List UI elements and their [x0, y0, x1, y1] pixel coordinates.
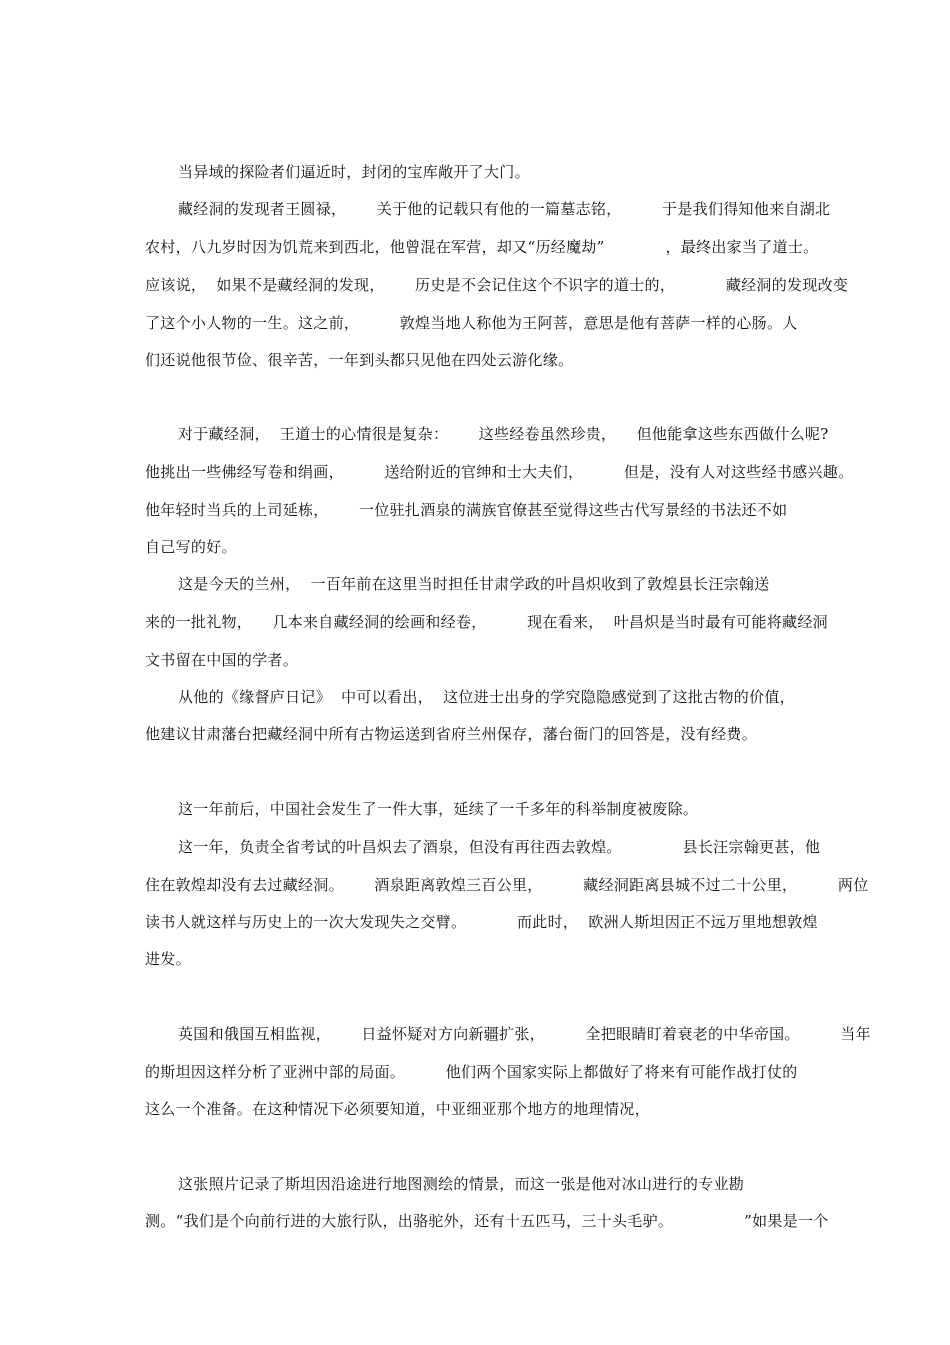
text-line: 这么一个准备。在这种情况下必须要知道，中亚细亚那个地方的地理情况， — [145, 1100, 650, 1118]
text-line: 他挑出一些佛经写卷和绢画， 送给附近的官绅和士大夫们， 但是，没有人对这些经书感兴趣。 — [145, 463, 854, 481]
text-line: 读书人就这样与历史上的一次大发现失之交臂。 而此时， 欧洲人斯坦因正不远万里地想敦煌 — [145, 913, 818, 931]
text-line: 从他的《缘督庐日记》 中可以看出， 这位进士出身的学究隐隐感觉到了这批古物的价值， — [178, 688, 795, 706]
text-line: 这张照片记录了斯坦因沿途进行地图测绘的情景，而这一张是他对冰山进行的专业勘 — [178, 1175, 745, 1193]
text-line: 当异域的探险者们逼近时，封闭的宝库敞开了大门。 — [178, 163, 530, 181]
text-line: 他建议甘肃藩台把藏经洞中所有古物运送到省府兰州保存，藩台衙门的回答是，没有经费。 — [145, 725, 758, 743]
text-line: 自己写的好。 — [145, 538, 237, 556]
text-line: 进发。 — [145, 950, 191, 968]
text-line: 来的一批礼物， 几本来自藏经洞的绘画和经卷， 现在看来， 叶昌炽是当时最有可能将藏经洞 — [145, 613, 828, 631]
text-line: 住在敦煌却没有去过藏经洞。 酒泉距离敦煌三百公里， 藏经洞距离县城不过二十公里， 两位 — [145, 876, 869, 894]
text-line: 测。“我们是个向前行进的大旅行队，出骆驼外，还有十五匹马，三十头毛驴。 ”如果是一个 — [145, 1212, 829, 1230]
text-line: 藏经洞的发现者王圆禄， 关于他的记载只有他的一篇墓志铭， 于是我们得知他来自湖北 — [178, 200, 831, 218]
text-line: 们还说他很节俭、很辛苦，一年到头都只见他在四处云游化缘。 — [145, 351, 574, 369]
text-line: 应该说， 如果不是藏经洞的发现， 历史是不会记住这个不识字的道士的， 藏经洞的发现改变 — [145, 276, 849, 294]
text-line: 这一年，负责全省考试的叶昌炽去了酒泉，但没有再往西去敦煌。 县长汪宗翰更甚，他 — [178, 838, 821, 856]
text-line: 这是今天的兰州， 一百年前在这里当时担任甘肃学政的叶昌炽收到了敦煌县长汪宗翰送 — [178, 575, 770, 593]
text-line: 对于藏经洞， 王道士的心情很是复杂： 这些经卷虽然珍贵， 但他能拿这些东西做什么呢? — [178, 425, 829, 443]
text-line: 农村，八九岁时因为饥荒来到西北，他曾混在军营，却又“历经魔劫” ，最终出家当了道士。 — [145, 238, 819, 256]
text-line: 文书留在中国的学者。 — [145, 651, 299, 669]
text-line: 英国和俄国互相监视， 日益怀疑对方向新疆扩张， 全把眼睛盯着衰老的中华帝国。 当年 — [178, 1025, 871, 1043]
text-line: 他年轻时当兵的上司延栋， 一位驻扎酒泉的满族官僚甚至觉得这些古代写景经的书法还不如 — [145, 501, 788, 519]
text-line: 了这个小人物的一生。这之前， 敦煌当地人称他为王阿菩，意思是他有菩萨一样的心肠。人 — [145, 314, 798, 332]
text-line: 这一年前后，中国社会发生了一件大事，延续了一千多年的科举制度被废除。 — [178, 800, 699, 818]
text-line: 的斯坦因这样分析了亚洲中部的局面。 他们两个国家实际上都做好了将来有可能作战打仗的 — [145, 1063, 798, 1081]
